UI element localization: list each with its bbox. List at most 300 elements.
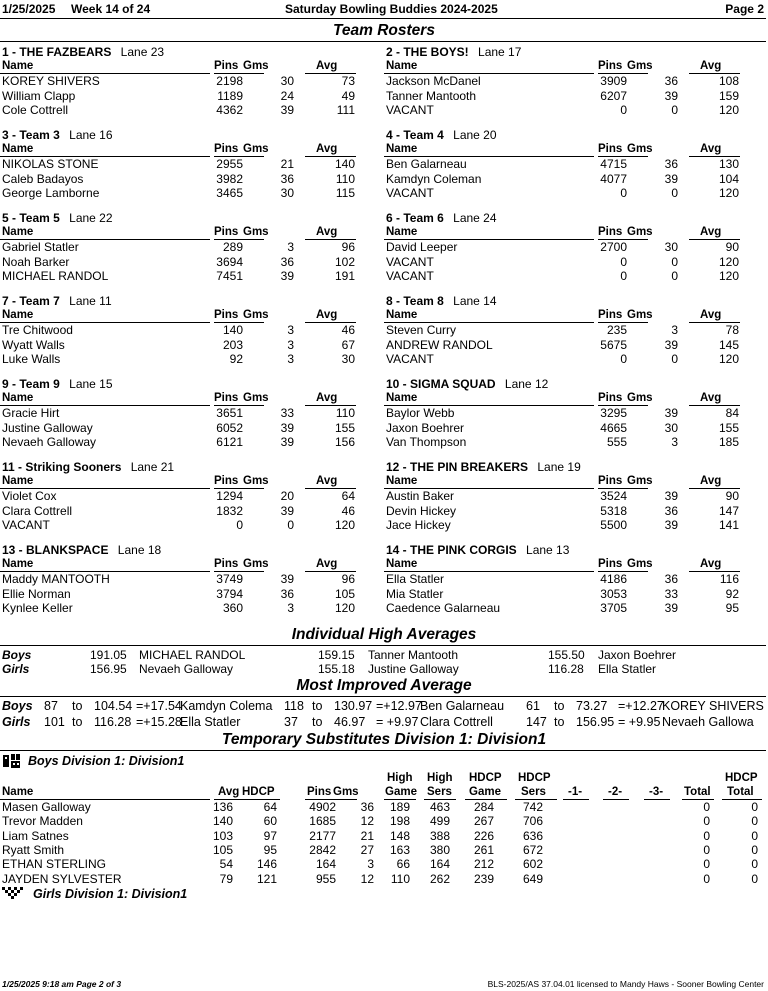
sub-hdcp-series: 672 (522, 842, 543, 857)
col-header-avg: Avg (700, 558, 722, 570)
player-average: 96 (341, 572, 355, 586)
player-name: David Leeper (386, 240, 458, 254)
player-row (0, 323, 375, 337)
player-pins: 3694 (216, 254, 243, 269)
sub-average: 136 (212, 800, 233, 814)
player-average: 110 (335, 406, 355, 420)
col-header-pins: Pins (214, 143, 239, 155)
sub-pins: 4902 (309, 800, 336, 814)
player-average: 155 (334, 420, 355, 435)
player-games: 36 (280, 586, 294, 601)
team-lane: Lane 14 (449, 294, 497, 308)
sub-high-series: 262 (429, 871, 450, 886)
player-games: 39 (664, 489, 678, 503)
col-header-gms: Gms (243, 392, 269, 404)
subs-header-hdcp-sers-top: HDCP (518, 772, 551, 784)
subs-header-avg: Avg (218, 786, 240, 798)
player-row (384, 186, 759, 200)
team-lane: Lane 11 (65, 294, 112, 308)
col-header-name: Name (2, 558, 34, 570)
col-header-pins: Pins (214, 226, 239, 238)
player-pins: 7451 (216, 269, 243, 283)
high-average-name: Jaxon Boehrer (598, 648, 677, 662)
sub-name: Trevor Madden (2, 814, 83, 829)
subs-header-hsers: Sers (521, 786, 546, 798)
col-header-pins: Pins (214, 558, 239, 570)
most-improved-to-label: to (312, 715, 323, 729)
player-games: 36 (280, 171, 294, 186)
sub-total: 0 (703, 814, 710, 829)
sub-row (0, 800, 768, 814)
player-average: 155 (718, 420, 739, 435)
player-games: 30 (280, 186, 294, 200)
player-games: 3 (287, 323, 294, 337)
player-average: 120 (718, 352, 739, 366)
footer-timestamp: 1/25/2025 9:18 am Page 2 of 3 (2, 979, 122, 989)
player-name: William Clapp (2, 88, 76, 103)
player-pins: 203 (222, 337, 243, 352)
sub-row (0, 872, 768, 886)
team-name: 9 - Team 9 (2, 377, 60, 391)
player-games: 39 (280, 420, 294, 435)
team-title (386, 377, 548, 391)
col-header-name: Name (386, 226, 418, 238)
sub-pins: 2842 (309, 842, 336, 857)
team-block (384, 377, 759, 457)
player-pins: 0 (620, 186, 627, 200)
player-pins: 289 (222, 240, 243, 254)
most-improved-gain: =+12.27 (618, 699, 664, 713)
col-header-avg: Avg (700, 392, 722, 404)
player-games: 39 (664, 518, 678, 532)
sub-hdcp-series: 742 (522, 800, 543, 814)
footer-license: BLS-2025/AS 37.04.01 licensed to Mandy Haws - Sooner Bowling Center (487, 979, 764, 989)
subs-header-high-sers-top: High (427, 772, 453, 784)
col-header-gms: Gms (243, 60, 269, 72)
team-lane: Lane 17 (474, 45, 522, 59)
most-improved-to: 130.97 (334, 699, 373, 713)
player-row (384, 89, 759, 103)
most-improved-group: Girls (2, 715, 31, 729)
team-title (386, 128, 497, 142)
team-name: 12 - THE PIN BREAKERS (386, 460, 529, 474)
player-average: 49 (341, 88, 355, 103)
page-label: Page 2 (725, 2, 764, 16)
section-title-temp-subs: Temporary Substitutes Division 1: Division1 (221, 731, 547, 748)
col-header-name: Name (386, 309, 418, 321)
team-lane: Lane 18 (114, 543, 162, 557)
high-average-value: 159.15 (318, 648, 355, 662)
player-pins: 3705 (600, 601, 627, 615)
player-average: 111 (336, 103, 355, 117)
col-header-name: Name (2, 309, 34, 321)
player-average: 90 (725, 240, 739, 254)
player-name: VACANT (386, 269, 434, 283)
most-improved-from: 87 (44, 699, 58, 713)
player-name: Ella Statler (386, 572, 445, 586)
sub-average: 105 (212, 842, 233, 857)
col-header-gms: Gms (627, 226, 653, 238)
player-games: 36 (664, 503, 678, 518)
player-games: 3 (671, 323, 678, 337)
team-title (386, 543, 569, 557)
most-improved-to-label: to (554, 715, 565, 729)
sub-high-game: 163 (389, 842, 410, 857)
girls-division-icon (2, 887, 24, 899)
sub-handicap: 95 (263, 842, 277, 857)
sub-high-game: 66 (396, 857, 410, 872)
player-name: Jackson McDanel (386, 74, 481, 88)
team-name: 10 - SIGMA SQUAD (386, 377, 496, 391)
team-block (0, 45, 375, 125)
high-average-group: Boys (2, 648, 32, 662)
col-header-avg: Avg (700, 309, 722, 321)
col-header-pins: Pins (214, 475, 239, 487)
player-games: 0 (287, 518, 294, 532)
player-name: VACANT (386, 352, 434, 366)
player-pins: 2955 (216, 157, 243, 171)
player-name: Steven Curry (386, 323, 457, 337)
col-header-pins: Pins (598, 558, 623, 570)
player-name: Van Thompson (386, 435, 467, 449)
team-lane: Lane 16 (65, 128, 113, 142)
team-title (386, 45, 521, 59)
player-pins: 6052 (216, 420, 243, 435)
sub-total: 0 (703, 871, 710, 886)
most-improved-to: 73.27 (576, 699, 608, 713)
player-average: 90 (725, 489, 739, 503)
col-header-name: Name (386, 60, 418, 72)
most-improved-gain: =+17.54 (136, 699, 182, 713)
col-header-avg: Avg (316, 143, 338, 155)
team-title (2, 543, 161, 557)
sub-hdcp-total: 0 (751, 814, 758, 829)
player-games: 39 (280, 503, 294, 518)
most-improved-gain: =+12.97 (376, 699, 422, 713)
team-title (2, 45, 164, 59)
player-row (0, 572, 375, 586)
sub-hdcp-game: 261 (473, 842, 494, 857)
col-header-name: Name (2, 60, 34, 72)
sub-row (0, 829, 768, 843)
player-average: 110 (335, 171, 355, 186)
sub-average: 140 (212, 814, 233, 829)
sub-high-game: 110 (390, 871, 410, 886)
high-average-group: Girls (2, 662, 30, 676)
subs-header-g1: -1- (568, 786, 583, 798)
player-row (0, 421, 375, 435)
col-header-gms: Gms (243, 475, 269, 487)
col-header-pins: Pins (598, 475, 623, 487)
player-games: 39 (664, 88, 678, 103)
player-pins: 1294 (216, 489, 243, 503)
sub-high-series: 388 (429, 828, 450, 843)
player-pins: 3465 (216, 186, 243, 200)
col-header-avg: Avg (700, 60, 722, 72)
boys-division-label: Boys Division 1: Division1 (28, 754, 185, 768)
player-average: 115 (335, 186, 355, 200)
player-name: Baylor Webb (386, 406, 455, 420)
sub-hdcp-game: 239 (473, 871, 494, 886)
team-name: 3 - Team 3 (2, 128, 60, 142)
sub-name: Ryatt Smith (2, 842, 65, 857)
most-improved-from: 118 (284, 699, 304, 713)
col-header-pins: Pins (598, 226, 623, 238)
col-header-avg: Avg (700, 226, 722, 238)
col-header-avg: Avg (316, 392, 338, 404)
most-improved-to-label: to (312, 699, 323, 713)
player-pins: 5500 (600, 518, 627, 532)
player-games: 33 (664, 586, 678, 601)
player-pins: 0 (620, 269, 627, 283)
most-improved-to-label: to (554, 699, 565, 713)
most-improved-name: Kamdyn Colema (180, 699, 273, 713)
sub-name: Liam Satnes (2, 828, 69, 843)
player-games: 20 (280, 489, 294, 503)
player-pins: 1832 (216, 503, 243, 518)
player-name: Clara Cottrell (2, 503, 73, 518)
sub-pins: 1685 (309, 814, 336, 829)
player-pins: 4715 (600, 157, 627, 171)
subs-header-total: Total (684, 786, 711, 798)
player-average: 116 (719, 572, 739, 586)
high-average-value: 156.95 (90, 662, 127, 676)
player-games: 21 (280, 157, 294, 171)
player-name: Nevaeh Galloway (2, 435, 97, 449)
player-row (0, 518, 375, 532)
col-header-gms: Gms (627, 392, 653, 404)
high-average-name: MICHAEL RANDOL (139, 648, 246, 662)
player-games: 30 (280, 74, 294, 88)
subs-header-hgame: Game (469, 786, 501, 798)
player-games: 39 (664, 601, 678, 615)
sub-hdcp-series: 649 (522, 871, 543, 886)
player-average: 156 (334, 435, 355, 449)
player-name: Cole Cottrell (2, 103, 69, 117)
sub-handicap: 60 (263, 814, 277, 829)
sub-games: 12 (360, 871, 374, 886)
team-block (384, 45, 759, 125)
sub-total: 0 (703, 857, 710, 872)
sub-pins: 955 (315, 871, 336, 886)
player-games: 39 (280, 572, 294, 586)
player-row (0, 74, 375, 88)
player-row (0, 338, 375, 352)
player-pins: 555 (606, 435, 627, 449)
player-row (0, 269, 375, 283)
col-header-name: Name (2, 475, 34, 487)
player-average: 120 (334, 601, 355, 615)
sub-hdcp-game: 284 (473, 800, 494, 814)
player-name: Noah Barker (2, 254, 70, 269)
col-header-pins: Pins (598, 309, 623, 321)
sub-high-series: 463 (429, 800, 450, 814)
sub-row (0, 843, 768, 857)
col-header-pins: Pins (598, 392, 623, 404)
player-row (0, 406, 375, 420)
sub-high-series: 164 (429, 857, 450, 872)
high-averages-rule (0, 645, 766, 646)
team-block (0, 543, 375, 623)
most-improved-name: KOREY SHIVERS (662, 699, 764, 713)
sub-pins: 2177 (309, 828, 336, 843)
player-games: 0 (671, 103, 678, 117)
player-pins: 0 (620, 103, 627, 117)
player-row (384, 103, 759, 117)
subs-header-g2: -2- (608, 786, 623, 798)
player-average: 120 (718, 103, 739, 117)
player-games: 39 (280, 103, 294, 117)
player-row (0, 587, 375, 601)
sub-hdcp-game: 267 (473, 814, 494, 829)
sub-hdcp-total: 0 (751, 857, 758, 872)
player-row (384, 489, 759, 503)
subs-header-name: Name (2, 786, 34, 798)
sub-hdcp-total: 0 (751, 828, 758, 843)
subs-header-game: Game (385, 786, 417, 798)
player-row (0, 601, 375, 615)
col-header-gms: Gms (243, 143, 269, 155)
team-lane: Lane 21 (127, 460, 175, 474)
most-improved-from: 147 (526, 715, 547, 729)
section-title-rosters: Team Rosters (333, 22, 435, 39)
sub-high-series: 499 (429, 814, 450, 829)
sub-hdcp-total: 0 (751, 871, 758, 886)
player-games: 3 (287, 337, 294, 352)
player-average: 84 (725, 406, 739, 420)
header-rule (0, 18, 766, 19)
player-row (384, 255, 759, 269)
player-name: Jaxon Boehrer (386, 420, 465, 435)
player-games: 0 (671, 269, 678, 283)
player-pins: 4077 (600, 171, 627, 186)
sub-games: 36 (360, 800, 374, 814)
col-header-pins: Pins (214, 60, 239, 72)
player-row (384, 572, 759, 586)
player-average: 30 (341, 352, 355, 366)
player-row (384, 172, 759, 186)
girls-division-label: Girls Division 1: Division1 (33, 887, 188, 901)
col-header-name: Name (386, 143, 418, 155)
sub-hdcp-game: 212 (473, 857, 494, 872)
sub-handicap: 146 (256, 857, 277, 872)
player-name: Caedence Galarneau (386, 601, 501, 615)
col-header-gms: Gms (243, 558, 269, 570)
player-name: VACANT (386, 103, 434, 117)
team-block (384, 211, 759, 291)
col-header-name: Name (2, 143, 34, 155)
sub-hdcp-total: 0 (751, 842, 758, 857)
col-header-gms: Gms (627, 143, 653, 155)
sub-hdcp-game: 226 (473, 828, 494, 843)
col-header-avg: Avg (316, 309, 338, 321)
most-improved-gain: = +9.97 (376, 715, 419, 729)
col-header-avg: Avg (316, 60, 338, 72)
player-name: Caleb Badayos (2, 171, 84, 186)
most-improved-name: Clara Cottrell (420, 715, 493, 729)
player-name: VACANT (386, 254, 434, 269)
player-pins: 0 (620, 352, 627, 366)
player-name: Luke Walls (2, 352, 61, 366)
player-average: 120 (334, 518, 355, 532)
team-lane: Lane 24 (449, 211, 497, 225)
player-name: VACANT (386, 186, 434, 200)
player-games: 24 (280, 88, 294, 103)
player-row (384, 406, 759, 420)
player-pins: 235 (606, 323, 627, 337)
most-improved-gain: = +9.95 (618, 715, 661, 729)
sub-pins: 164 (315, 857, 336, 872)
player-row (384, 504, 759, 518)
high-average-value: 155.50 (548, 648, 585, 662)
player-name: NIKOLAS STONE (2, 157, 99, 171)
section-title-most-improved: Most Improved Average (296, 677, 472, 694)
team-name: 4 - Team 4 (386, 128, 444, 142)
high-average-value: 191.05 (90, 648, 127, 662)
player-average: 102 (334, 254, 355, 269)
player-name: VACANT (2, 518, 50, 532)
high-average-name: Nevaeh Galloway (139, 662, 234, 676)
team-block (384, 294, 759, 374)
sub-row (0, 814, 768, 828)
col-header-avg: Avg (316, 475, 338, 487)
week-label: Week 14 of 24 (71, 2, 151, 16)
team-lane: Lane 15 (65, 377, 113, 391)
sub-high-game: 148 (389, 828, 410, 843)
col-header-pins: Pins (598, 60, 623, 72)
player-average: 78 (725, 323, 739, 337)
player-row (0, 172, 375, 186)
player-name: Gabriel Statler (2, 240, 79, 254)
player-average: 185 (718, 435, 739, 449)
subs-header-pins: Pins (307, 786, 332, 798)
col-header-pins: Pins (598, 143, 623, 155)
sub-average: 54 (219, 857, 233, 872)
player-pins: 92 (229, 352, 243, 366)
player-row (384, 435, 759, 449)
high-average-name: Justine Galloway (368, 662, 459, 676)
player-pins: 4665 (600, 420, 627, 435)
col-header-pins: Pins (214, 392, 239, 404)
player-average: 95 (725, 601, 739, 615)
boys-division-icon (2, 753, 22, 769)
col-header-avg: Avg (316, 226, 338, 238)
team-name: 11 - Striking Sooners (2, 460, 122, 474)
player-pins: 2198 (216, 74, 243, 88)
team-title (2, 211, 113, 225)
sub-name: Masen Galloway (2, 800, 91, 814)
player-row (384, 74, 759, 88)
player-name: Austin Baker (386, 489, 455, 503)
team-block (0, 128, 375, 208)
team-name: 7 - Team 7 (2, 294, 60, 308)
col-header-name: Name (2, 392, 34, 404)
player-average: 145 (718, 337, 739, 352)
player-row (0, 489, 375, 503)
sub-games: 27 (360, 842, 374, 857)
player-average: 64 (341, 489, 355, 503)
col-header-gms: Gms (627, 60, 653, 72)
sub-high-game: 198 (389, 814, 410, 829)
player-name: KOREY SHIVERS (2, 74, 100, 88)
team-block (384, 543, 759, 623)
high-average-row (0, 662, 768, 676)
player-games: 30 (664, 420, 678, 435)
col-header-avg: Avg (700, 143, 722, 155)
player-name: Ellie Norman (2, 586, 71, 601)
player-name: Tre Chitwood (2, 323, 73, 337)
player-pins: 4362 (216, 103, 243, 117)
